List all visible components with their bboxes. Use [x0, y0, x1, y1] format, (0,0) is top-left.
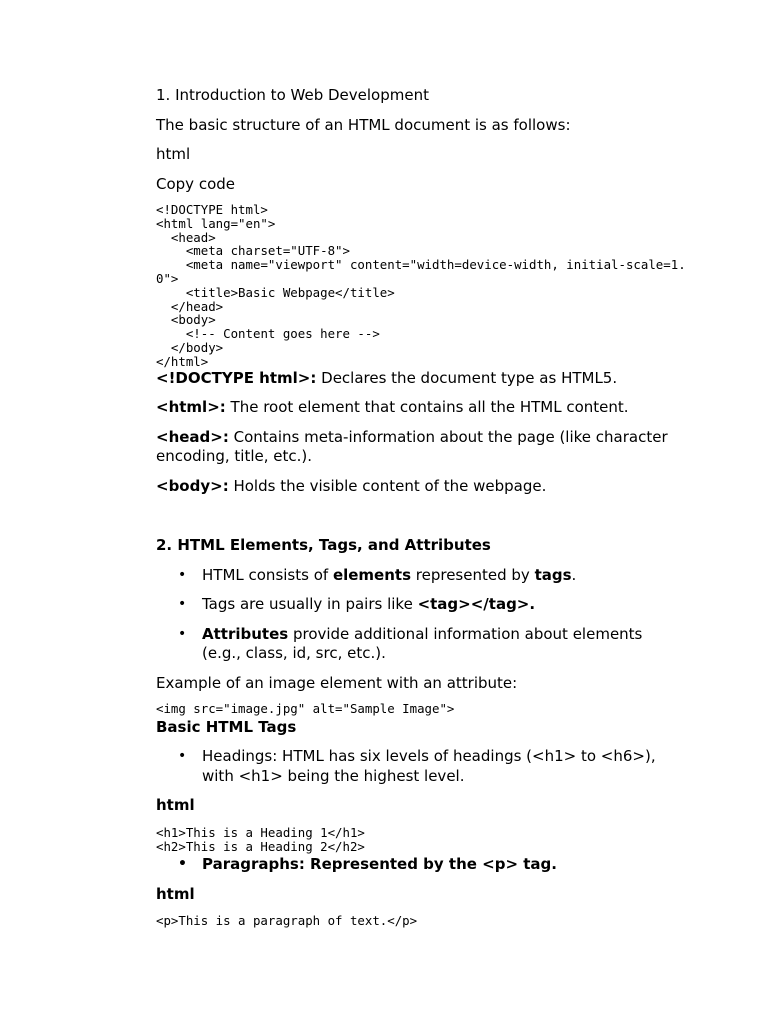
bullet-text: Paragraphs: Represented by the <p> tag.	[202, 855, 557, 874]
bullet-icon: •	[178, 856, 187, 873]
definition-term: <html>:	[156, 398, 226, 417]
bullet-icon: •	[178, 625, 187, 642]
definition-text: The root element that contains all the HTML content.	[225, 398, 629, 417]
list-item	[178, 624, 686, 664]
definition-doctype	[156, 369, 686, 389]
list-item	[178, 855, 686, 875]
bullet-icon: •	[178, 748, 187, 765]
bullet-text: .	[571, 565, 577, 584]
definition-head	[156, 428, 686, 467]
paragraph-code-block: <p>This is a paragraph of text.</p>	[156, 913, 418, 929]
headings-code-block: <h1>This is a Heading 1</h1> <h2>This is a Heading 2</h2>	[156, 824, 365, 854]
document-page	[156, 86, 686, 928]
image-example-lead: Example of an image element with an attribute:	[156, 673, 518, 692]
section-2-heading: 2. HTML Elements, Tags, and Attributes	[156, 536, 491, 555]
definition-text: Holds the visible content of the webpage.	[228, 476, 547, 495]
definition-term: <body>:	[156, 476, 229, 495]
bullet-text: provide additional information about elements (e.g., class, id, src, etc.).	[202, 624, 643, 663]
bullet-icon: •	[178, 566, 187, 583]
headings-bullet-list	[156, 747, 686, 786]
definition-text: Contains meta-information about the page (like character encoding, title, etc.).	[156, 427, 668, 466]
html-structure-code-block: <!DOCTYPE html> <html lang="en"> <head> <meta charset="UTF-8"> <meta name="viewport" content="width=device-width, initial-scale=1.0"> <title>Basic Webpage</title> </head> <body> <!-- Content goes here --> </body> </html>	[156, 202, 686, 369]
bullet-bold-text: Attributes	[202, 624, 289, 643]
img-code-block: <img src="image.jpg" alt="Sample Image">	[156, 701, 455, 717]
intro-lead: The basic structure of an HTML document is as follows:	[156, 115, 571, 134]
bullet-text: HTML consists of	[202, 565, 333, 584]
list-item	[178, 595, 686, 615]
list-item	[178, 747, 686, 786]
basic-html-tags-heading: Basic HTML Tags	[156, 717, 297, 736]
definition-body	[156, 477, 686, 497]
list-item	[178, 565, 686, 586]
code-language-label: html	[156, 145, 191, 163]
bullet-text: Headings: HTML has six levels of headings (<h1> to <h6>), with <h1> being the highest level.	[202, 747, 656, 785]
bullet-bold-text: elements	[332, 565, 412, 584]
bullet-text: Tags are usually in pairs like	[202, 595, 418, 614]
definition-term: <head>:	[156, 427, 229, 446]
bullet-text: represented by	[411, 565, 535, 584]
bullet-icon: •	[178, 596, 187, 613]
elements-bullet-list	[156, 566, 686, 664]
bullet-bold-text: <tag></tag>.	[417, 595, 536, 614]
bullet-bold-text: tags	[534, 565, 572, 584]
code-language-label: html	[156, 796, 195, 815]
definition-text: Declares the document type as HTML5.	[316, 368, 618, 387]
definition-html	[156, 398, 686, 418]
paragraphs-bullet-list	[156, 855, 686, 875]
code-language-label: html	[156, 884, 195, 903]
section-1-title: 1. Introduction to Web Development	[156, 86, 429, 104]
definition-term: <!DOCTYPE html>:	[156, 368, 317, 387]
copy-code-label[interactable]: Copy code	[156, 174, 235, 193]
